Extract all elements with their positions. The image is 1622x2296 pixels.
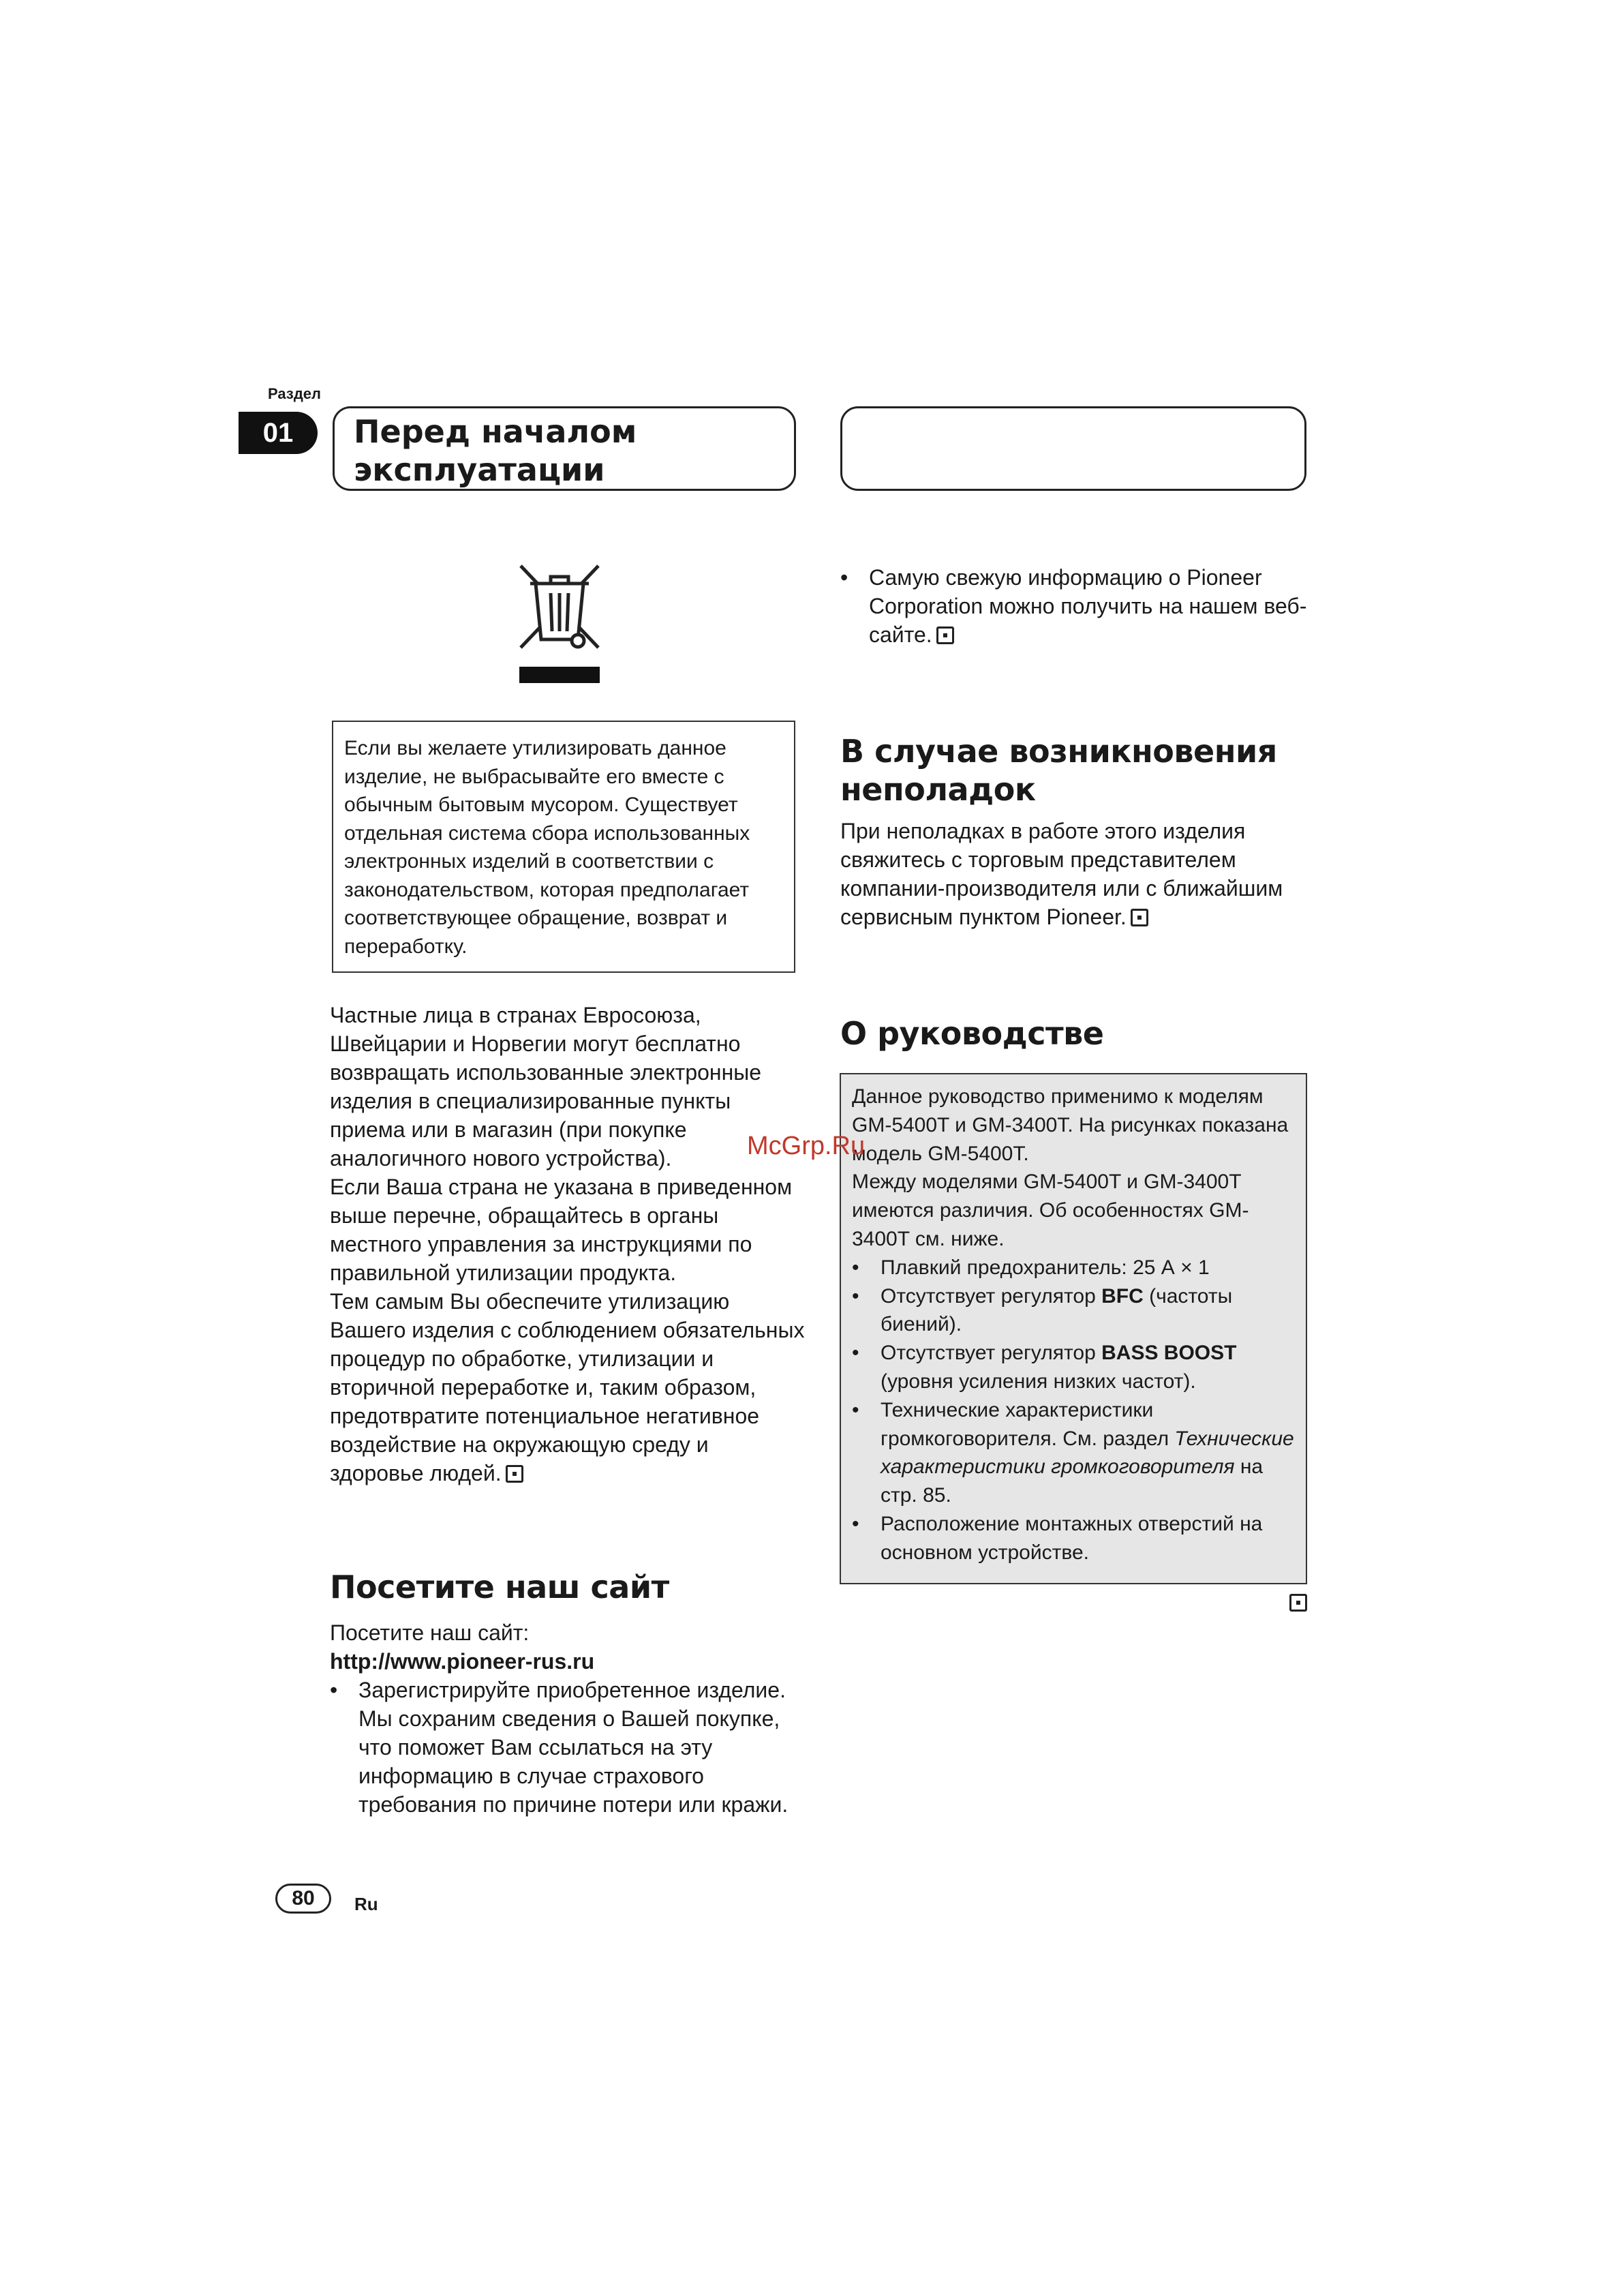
page-title: Перед началом эксплуатации — [333, 406, 796, 491]
header-empty-box — [840, 406, 1306, 491]
troubleshooting-heading: В случае возникновения неполадок — [840, 733, 1277, 808]
right-column-bullet — [840, 563, 1311, 649]
language-code: Ru — [354, 1894, 378, 1914]
section-number-badge: 01 — [239, 412, 318, 454]
visit-site-heading: Посетите наш сайт — [330, 1569, 669, 1605]
end-mark-icon — [1131, 909, 1148, 926]
end-mark-icon — [936, 626, 954, 644]
list-item: • Самую свежую информацию о Pioneer Corporation можно получить на нашем веб-сайте. — [840, 563, 1311, 649]
manual-differences: Между моделями GM-5400T и GM-3400T имеются различия. Об особенностях GM-3400T см. ниже. — [852, 1170, 1249, 1250]
visit-intro: Посетите наш сайт: — [330, 1620, 530, 1645]
manual-heading: О руководстве — [840, 1015, 1104, 1052]
manual-intro: Данное руководство применимо к моделям GM-5400T и GM-3400T. На рисунках показана модель GM-5400T. — [852, 1085, 1289, 1165]
paragraph-eu: Частные лица в странах Евросоюза, Швейцарии и Норвегии могут бесплатно возвращать использованные электронные изделия в специализированные пункты приема или в магазин (при покупке аналогичного нового устройства). — [330, 1003, 762, 1170]
watermark: McGrp.Ru — [747, 1132, 866, 1160]
end-mark-icon — [506, 1465, 523, 1483]
paragraph-responsibility: Тем самым Вы обеспечите утилизацию Вашего изделия с соблюдением обязательных процедур по обработке, утилизации и вторичной переработке и, таким образом, предотвратите потенциальное негативное воздействие на окружающую среду и здоровье людей. — [330, 1289, 805, 1485]
list-item: • Зарегистрируйте приобретенное изделие. Мы сохраним сведения о Вашей покупке, что поможет Вам ссылаться на эту информацию в случае страхового требования по причине потери или кражи. — [330, 1676, 807, 1819]
disposal-paragraphs — [330, 1001, 807, 1487]
website-link[interactable]: http://www.pioneer-rus.ru — [330, 1649, 595, 1674]
crossed-out-bin-icon — [517, 563, 602, 686]
list-item: • Расположение монтажных отверстий на основном устройстве. — [852, 1510, 1295, 1567]
manual-info-box — [840, 1073, 1307, 1584]
troubleshooting-text: При неполадках в работе этого изделия свяжитесь с торговым представителем компании-производителя или с ближайшим сервисным пунктом Pioneer. — [840, 819, 1283, 929]
list-item: • Отсутствует регулятор BASS BOOST (уровня усиления низких частот). — [852, 1339, 1295, 1396]
end-mark-icon — [1289, 1594, 1307, 1612]
list-item: • Отсутствует регулятор BFC (частоты биений). — [852, 1282, 1295, 1340]
section-label: Раздел — [268, 385, 321, 402]
paragraph-other-countries: Если Ваша страна не указана в приведенном выше перечне, обращайтесь в органы местного управления за инструкциями по правильной утилизации продукта. — [330, 1175, 793, 1285]
list-item: • Плавкий предохранитель: 25 А × 1 — [852, 1254, 1295, 1282]
page-number: 80 — [275, 1884, 331, 1914]
disposal-notice-box: Если вы желаете утилизировать данное изделие, не выбрасывайте его вместе с обычным бытовым мусором. Существует отдельная система сбора использованных электронных изделий в соответствии с законодательством, которая предполагает соответствующее обращение, возврат и переработку. — [332, 721, 795, 973]
list-item: • Технические характеристики громкоговорителя. См. раздел Технические характеристики громкоговорителя на стр. 85. — [852, 1396, 1295, 1510]
visit-site-body — [330, 1618, 807, 1819]
